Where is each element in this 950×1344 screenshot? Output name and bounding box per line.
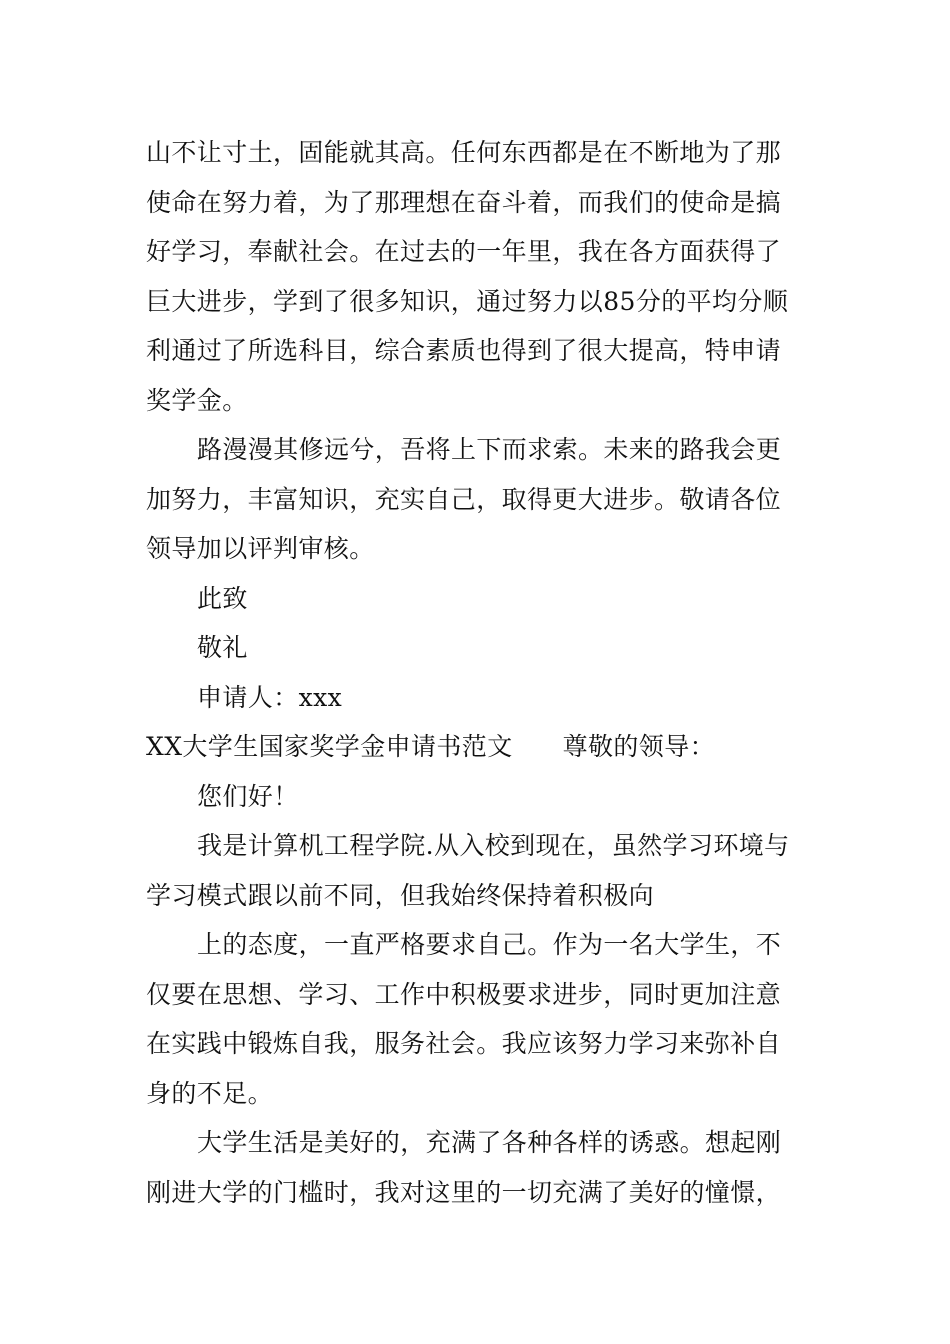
paragraph-line: 刚进大学的门槛时，我对这里的一切充满了美好的憧憬， xyxy=(146,1177,782,1207)
closing-line: 此致 xyxy=(197,583,248,613)
paragraph-line: 路漫漫其修远兮，吾将上下而求索。未来的路我会更 xyxy=(197,435,782,464)
paragraph-line: 巨大进步，学到了很多知识，通过努力以85分的平均分顺 xyxy=(146,286,789,316)
heading-title: XX大学生国家奖学金申请书范文 xyxy=(146,732,513,761)
paragraph-line: 身的不足。 xyxy=(146,1078,274,1108)
document-body xyxy=(146,128,816,1217)
paragraph-line: 仅要在思想、学习、工作中积极要求进步，同时更加注意 xyxy=(146,979,782,1009)
paragraph-line: 领导加以评判审核。 xyxy=(146,534,375,563)
paragraph-line: 奖学金。 xyxy=(146,385,248,415)
paragraph-line: 利通过了所选科目，综合素质也得到了很大提高，特申请 xyxy=(146,336,782,365)
paragraph-line: 上的态度，一直严格要求自己。作为一名大学生，不 xyxy=(197,930,782,959)
signature-line: 申请人：xxx xyxy=(197,682,343,712)
paragraph-line: 山不让寸土，固能就其高。任何东西都是在不断地为了那 xyxy=(146,138,782,167)
closing-line: 敬礼 xyxy=(197,633,248,662)
paragraph-line: 在实践中锻炼自我，服务社会。我应该努力学习来弥补自 xyxy=(146,1029,782,1058)
paragraph-line: 我是计算机工程学院.从入校到现在，虽然学习环境与 xyxy=(197,831,790,860)
heading-salutation: 尊敬的领导： xyxy=(562,732,716,761)
paragraph-line: 加努力，丰富知识，充实自己，取得更大进步。敬请各位 xyxy=(146,484,782,514)
paragraph-line: 使命在努力着，为了那理想在奋斗着，而我们的使命是搞 xyxy=(146,187,782,217)
greeting-line: 您们好！ xyxy=(197,781,299,811)
paragraph-line: 大学生活是美好的，充满了各种各样的诱惑。想起刚 xyxy=(197,1128,782,1157)
paragraph-line: 好学习，奉献社会。在过去的一年里，我在各方面获得了 xyxy=(146,237,782,266)
paragraph-line: 学习模式跟以前不同，但我始终保持着积极向 xyxy=(146,880,655,910)
heading-line xyxy=(146,722,816,772)
